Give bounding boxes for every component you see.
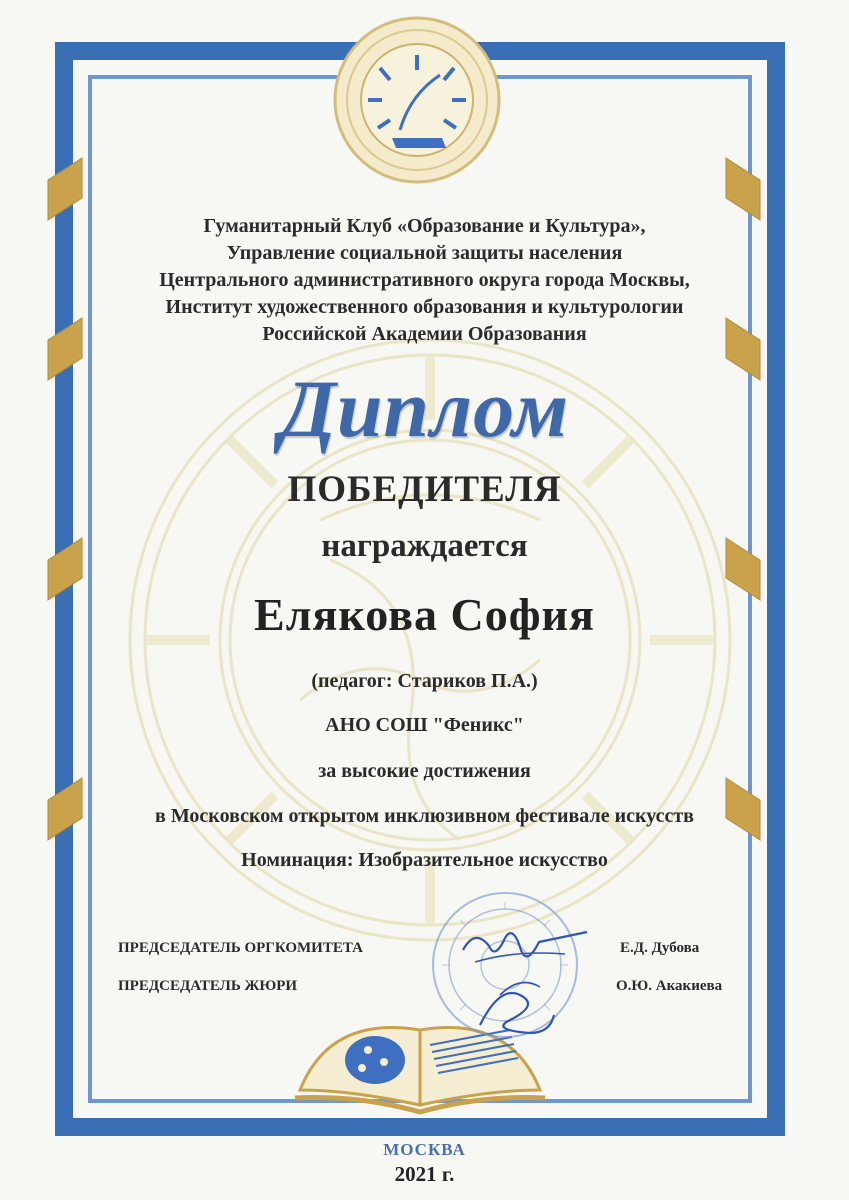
top-emblem (335, 18, 499, 182)
recipient-name: Елякова София (254, 589, 595, 640)
frame-ribbon (726, 158, 760, 220)
school-line: АНО СОШ "Феникс" (325, 714, 524, 736)
signature-role-1: ПРЕДСЕДАТЕЛЬ ОРГКОМИТЕТА (118, 940, 363, 956)
signature-name-1: Е.Д. Дубова (620, 940, 700, 956)
signature-role-2: ПРЕДСЕДАТЕЛЬ ЖЮРИ (118, 978, 298, 994)
teacher-line: (педагог: Стариков П.А.) (311, 670, 538, 692)
city-label: МОСКВА (383, 1140, 466, 1159)
awarded-label: награждается (321, 528, 528, 564)
organizer-line-1: Гуманитарный Клуб «Образование и Культура», (203, 215, 646, 237)
organizer-line-2: Управление социальной защиты населения (226, 242, 623, 264)
diploma-title: Диплом (279, 363, 570, 454)
diploma-subtitle: ПОБЕДИТЕЛЯ (287, 469, 562, 510)
event-line: в Московском открытом инклюзивном фестивале искусств (155, 805, 694, 827)
organizer-line-3: Центрального административного округа города Москвы, (159, 269, 690, 291)
organizer-line-4: Институт художественного образования и культурологии (165, 296, 684, 318)
signature-name-2: О.Ю. Акакиева (616, 978, 723, 994)
year-label: 2021 г. (394, 1162, 455, 1186)
signature-handwritten-2 (470, 975, 560, 1040)
reason-line: за высокие достижения (318, 760, 531, 782)
nomination-line: Номинация: Изобразительное искусство (241, 849, 608, 871)
signature-handwritten-1 (455, 920, 595, 980)
organizer-line-5: Российской Академии Образования (262, 323, 587, 345)
